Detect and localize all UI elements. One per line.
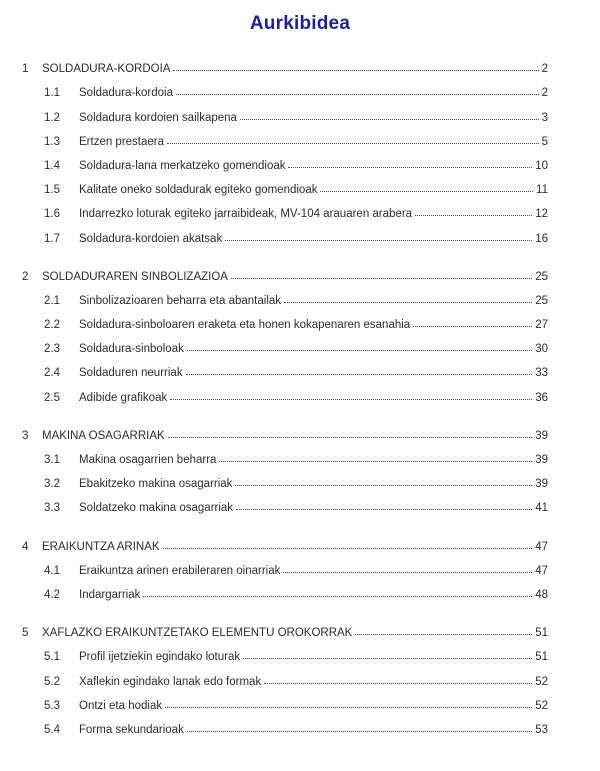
toc-entry[interactable] — [0, 99, 600, 123]
toc-entry-number: 1.4 — [44, 159, 60, 172]
dot-leader — [413, 326, 532, 327]
toc-entry-page: 53 — [535, 723, 548, 736]
toc-entry-page: 2 — [541, 87, 548, 100]
toc-entry[interactable] — [0, 639, 600, 663]
toc-entry[interactable] — [0, 259, 600, 283]
toc-entry[interactable] — [0, 466, 600, 490]
toc-entry[interactable] — [0, 553, 600, 577]
toc-entry-page: 33 — [535, 367, 548, 380]
table-of-contents — [0, 51, 600, 736]
toc-entry-label: Adibide grafikoak — [79, 391, 168, 404]
toc-entry[interactable] — [0, 148, 600, 172]
dot-leader — [235, 485, 532, 486]
dot-leader — [165, 707, 532, 708]
toc-entry-number: 5.3 — [44, 699, 60, 712]
toc-entry-label: SOLDADURAREN SINBOLIZAZIOA — [42, 270, 228, 283]
toc-entry[interactable] — [0, 283, 600, 307]
toc-entry-number: 1.7 — [44, 232, 60, 245]
toc-entry[interactable] — [0, 528, 600, 552]
toc-entry-number: 1.5 — [44, 184, 60, 197]
toc-entry-label: Makina osagarrien beharra — [79, 454, 217, 466]
dot-leader — [163, 548, 533, 549]
dot-leader — [219, 461, 532, 462]
toc-entry-page: 47 — [535, 564, 548, 577]
toc-entry-number: 2 — [22, 270, 29, 283]
toc-entry-number: 1.1 — [44, 87, 60, 100]
toc-entry-page: 30 — [535, 343, 548, 356]
toc-entry-label: Soldatzeko makina osagarriak — [79, 502, 234, 515]
toc-entry-label: Ontzi eta hodiak — [79, 699, 163, 712]
toc-entry[interactable] — [0, 490, 600, 514]
toc-entry[interactable] — [0, 124, 600, 148]
dot-leader — [231, 278, 532, 279]
toc-entry-page: 25 — [535, 270, 548, 283]
dot-leader — [243, 658, 532, 659]
toc-entry-number: 1.2 — [44, 111, 60, 124]
toc-entry[interactable] — [0, 418, 600, 442]
toc-entry[interactable] — [0, 75, 600, 99]
toc-entry-number: 3.1 — [44, 454, 60, 466]
toc-entry-number: 4.1 — [44, 564, 60, 577]
toc-entry[interactable] — [0, 172, 600, 196]
dot-leader — [170, 399, 532, 400]
dot-leader — [355, 634, 532, 635]
toc-entry-label: Soldadura-sinboloaren eraketa eta honen kokapenaren esanahia — [79, 319, 411, 332]
dot-leader — [187, 731, 532, 732]
dot-leader — [225, 240, 532, 241]
toc-entry-number: 2.1 — [44, 294, 60, 307]
toc-entry-page: 12 — [535, 208, 548, 221]
toc-entry-page: 41 — [535, 502, 548, 515]
toc-entry[interactable] — [0, 615, 600, 639]
toc-entry-page: 16 — [535, 232, 548, 245]
dot-leader — [176, 94, 539, 95]
toc-entry-number: 2.5 — [44, 391, 60, 404]
toc-entry-number: 5.1 — [44, 651, 60, 664]
toc-entry-label: Xaflekin egindako lanak edo formak — [79, 675, 262, 688]
toc-entry[interactable] — [0, 577, 600, 601]
dot-leader — [240, 119, 539, 120]
toc-entry-page: 25 — [535, 294, 548, 307]
toc-entry-page: 39 — [535, 478, 548, 491]
dot-leader — [415, 215, 532, 216]
toc-entry-label: Kalitate oneko soldadurak egiteko gomendioak — [79, 184, 318, 197]
toc-entry-number: 4 — [22, 540, 29, 553]
toc-entry-page: 10 — [535, 159, 548, 172]
toc-entry-label: XAFLAZKO ERAIKUNTZETAKO ELEMENTU OROKORRAK — [42, 627, 353, 640]
dot-leader — [168, 437, 533, 438]
toc-entry[interactable] — [0, 355, 600, 379]
toc-entry[interactable] — [0, 712, 600, 736]
page-title: Aurkibidea — [249, 13, 351, 34]
toc-entry-page: 39 — [535, 429, 548, 442]
toc-entry[interactable] — [0, 196, 600, 220]
toc-entry-page: 11 — [536, 184, 548, 197]
dot-leader — [264, 683, 532, 684]
toc-entry-label: Indargarriak — [79, 588, 141, 601]
toc-entry[interactable] — [0, 688, 600, 712]
toc-entry-number: 1.6 — [44, 208, 60, 221]
toc-entry[interactable] — [0, 331, 600, 355]
dot-leader — [236, 509, 532, 510]
dot-leader — [167, 143, 539, 144]
toc-entry-number: 3 — [22, 429, 29, 442]
toc-entry-number: 3.3 — [44, 502, 60, 515]
toc-entry-label: Soldadura-kordoia — [79, 87, 173, 100]
dot-leader — [143, 596, 532, 597]
toc-entry[interactable] — [0, 51, 600, 75]
toc-entry-label: ERAIKUNTZA ARINAK — [42, 540, 160, 553]
toc-entry[interactable] — [0, 379, 600, 403]
toc-entry-page: 48 — [535, 588, 548, 601]
toc-entry-page: 52 — [535, 699, 548, 712]
toc-entry-label: Soldadura kordoien sailkapena — [79, 111, 237, 124]
toc-entry-page: 2 — [541, 63, 548, 76]
toc-entry-number: 5.4 — [44, 723, 60, 736]
toc-entry-number: 3.2 — [44, 478, 60, 491]
toc-section — [0, 259, 600, 404]
toc-entry-label: Profil ijetziekin egindako loturak — [79, 651, 241, 664]
toc-entry-number: 2.3 — [44, 343, 60, 356]
dot-leader — [187, 350, 532, 351]
toc-section — [0, 51, 600, 245]
toc-entry-page: 5 — [541, 135, 548, 148]
toc-entry-label: Sinbolizazioaren beharra eta abantailak — [79, 294, 282, 307]
toc-entry-page: 27 — [535, 319, 548, 332]
toc-entry-label: Soldaduren neurriak — [79, 367, 183, 380]
toc-entry-page: 36 — [535, 391, 548, 404]
toc-entry-label: Soldadura-sinboloak — [79, 343, 184, 356]
dot-leader — [288, 167, 532, 168]
toc-section — [0, 418, 600, 515]
toc-entry-page: 47 — [535, 540, 548, 553]
toc-entry-label: Eraikuntza arinen erabileraren oinarriak — [79, 564, 281, 577]
toc-entry[interactable] — [0, 442, 600, 466]
toc-entry-label: Indarrezko loturak egiteko jarraibideak, MV-104 arauaren arabera — [79, 208, 413, 221]
toc-section — [0, 528, 600, 601]
dot-leader — [173, 70, 538, 71]
toc-entry-page: 51 — [535, 651, 548, 664]
toc-entry-page: 52 — [535, 675, 548, 688]
toc-entry-number: 2.4 — [44, 367, 60, 380]
dot-leader — [283, 572, 532, 573]
toc-entry-number: 1 — [22, 63, 29, 76]
toc-entry-number: 5 — [22, 627, 29, 640]
toc-entry-page: 51 — [535, 627, 548, 640]
toc-entry-label: Soldadura-kordoien akatsak — [79, 232, 223, 245]
toc-entry-label: Soldadura-lana merkatzeko gomendioak — [79, 159, 286, 172]
toc-entry-label: Ertzen prestaera — [79, 135, 165, 148]
toc-entry-label: Ebakitzeko makina osagarriak — [79, 478, 233, 491]
toc-entry-number: 5.2 — [44, 675, 60, 688]
toc-entry-label: MAKINA OSAGARRIAK — [42, 429, 165, 442]
toc-entry[interactable] — [0, 663, 600, 687]
toc-entry-number: 4.2 — [44, 588, 60, 601]
toc-entry-number: 1.3 — [44, 135, 60, 148]
dot-leader — [320, 191, 533, 192]
toc-entry-label: Forma sekundarioak — [79, 723, 184, 736]
toc-entry[interactable] — [0, 307, 600, 331]
dot-leader — [186, 374, 533, 375]
toc-entry-page: 39 — [535, 454, 548, 466]
dot-leader — [284, 302, 532, 303]
toc-entry-page: 3 — [541, 111, 548, 124]
toc-section — [0, 615, 600, 736]
toc-entry-label: SOLDADURA-KORDOIA — [42, 63, 171, 76]
toc-entry[interactable] — [0, 220, 600, 244]
toc-entry-number: 2.2 — [44, 319, 60, 332]
